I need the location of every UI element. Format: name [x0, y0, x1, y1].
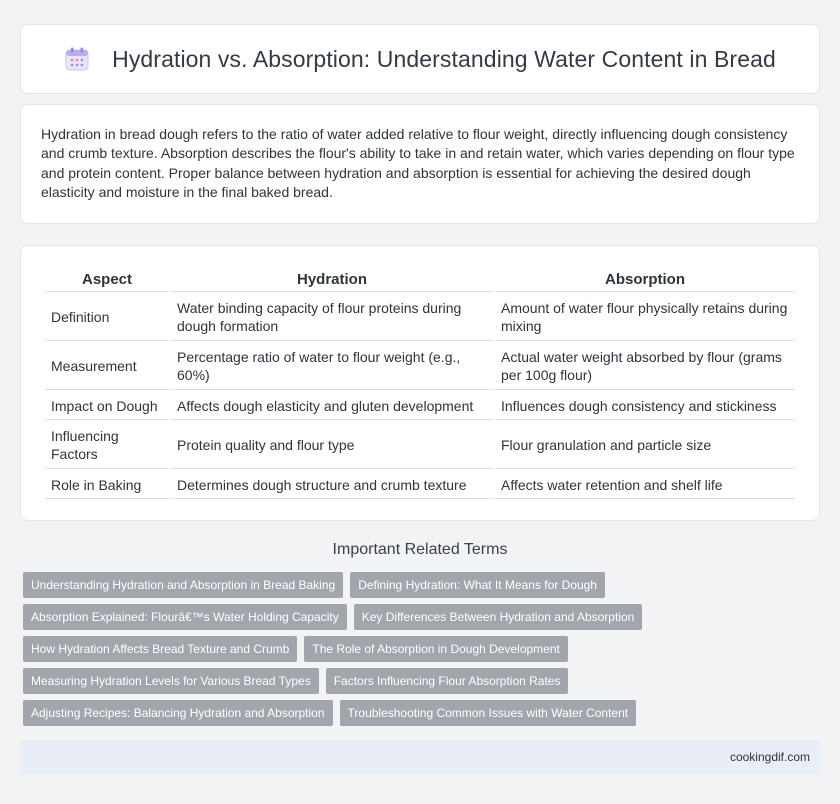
related-tag-link[interactable]: Factors Influencing Flour Absorption Rates: [326, 668, 569, 694]
related-tag-link[interactable]: How Hydration Affects Bread Texture and Crumb: [23, 636, 297, 662]
related-tag-link[interactable]: Measuring Hydration Levels for Various Bread Types: [23, 668, 319, 694]
table-cell: Influencing Factors: [45, 422, 169, 469]
table-row: [45, 294, 795, 341]
related-tags: [23, 572, 823, 732]
related-terms-heading: Important Related Terms: [332, 541, 508, 558]
table-row: [45, 392, 795, 420]
table-cell: Measurement: [45, 343, 169, 390]
tag-row: [23, 636, 823, 662]
intro-card: [20, 104, 820, 224]
table-cell: Percentage ratio of water to flour weight (e.g., 60%): [171, 343, 493, 390]
header-hydration: Hydration: [171, 268, 493, 292]
table-row: [45, 343, 795, 390]
comparison-table: [43, 266, 797, 501]
table-cell: Amount of water flour physically retains during mixing: [495, 294, 795, 341]
footer: [20, 740, 820, 774]
table-row: [45, 422, 795, 469]
table-cell: Definition: [45, 294, 169, 341]
tag-row: [23, 604, 823, 630]
header-absorption: Absorption: [495, 268, 795, 292]
tag-row: [23, 572, 823, 598]
related-tag-link[interactable]: Defining Hydration: What It Means for Dough: [350, 572, 605, 598]
table-cell: Actual water weight absorbed by flour (grams per 100g flour): [495, 343, 795, 390]
table-cell: Determines dough structure and crumb texture: [171, 471, 493, 499]
related-tag-link[interactable]: Absorption Explained: Flourâ€™s Water Holding Capacity: [23, 604, 347, 630]
tag-row: [23, 700, 823, 726]
related-tag-link[interactable]: Troubleshooting Common Issues with Water Content: [340, 700, 637, 726]
table-cell: Flour granulation and particle size: [495, 422, 795, 469]
footer-site-link[interactable]: cookingdif.com: [729, 750, 810, 764]
related-tag-link[interactable]: Key Differences Between Hydration and Absorption: [354, 604, 643, 630]
related-terms-section: [0, 541, 840, 574]
table-cell: Affects water retention and shelf life: [495, 471, 795, 499]
table-cell: Water binding capacity of flour proteins during dough formation: [171, 294, 493, 341]
table-cell: Role in Baking: [45, 471, 169, 499]
table-row: [45, 471, 795, 499]
table-cell: Protein quality and flour type: [171, 422, 493, 469]
header-aspect: Aspect: [45, 268, 169, 292]
table-cell: Impact on Dough: [45, 392, 169, 420]
related-tag-link[interactable]: The Role of Absorption in Dough Development: [304, 636, 567, 662]
related-tag-link[interactable]: Understanding Hydration and Absorption in Bread Baking: [23, 572, 343, 598]
title-card: [20, 24, 820, 94]
table-cell: Affects dough elasticity and gluten development: [171, 392, 493, 420]
table-header-row: [45, 268, 795, 292]
comparison-card: [20, 245, 820, 521]
intro-paragraph: Hydration in bread dough refers to the ratio of water added relative to flour weight, directly influencing dough consistency and crumb texture. Absorption describes the flour's ability to take in and retain water, which varies depending on flour type and protein content. Proper balance between hydration and absorption is essential for achieving the desired dough elasticity and moisture in the final baked bread.: [41, 126, 795, 201]
calendar-icon: [64, 46, 90, 72]
related-tag-link[interactable]: Adjusting Recipes: Balancing Hydration and Absorption: [23, 700, 333, 726]
tag-row: [23, 668, 823, 694]
table-cell: Influences dough consistency and stickiness: [495, 392, 795, 420]
page-title: Hydration vs. Absorption: Understanding Water Content in Bread: [112, 45, 776, 72]
